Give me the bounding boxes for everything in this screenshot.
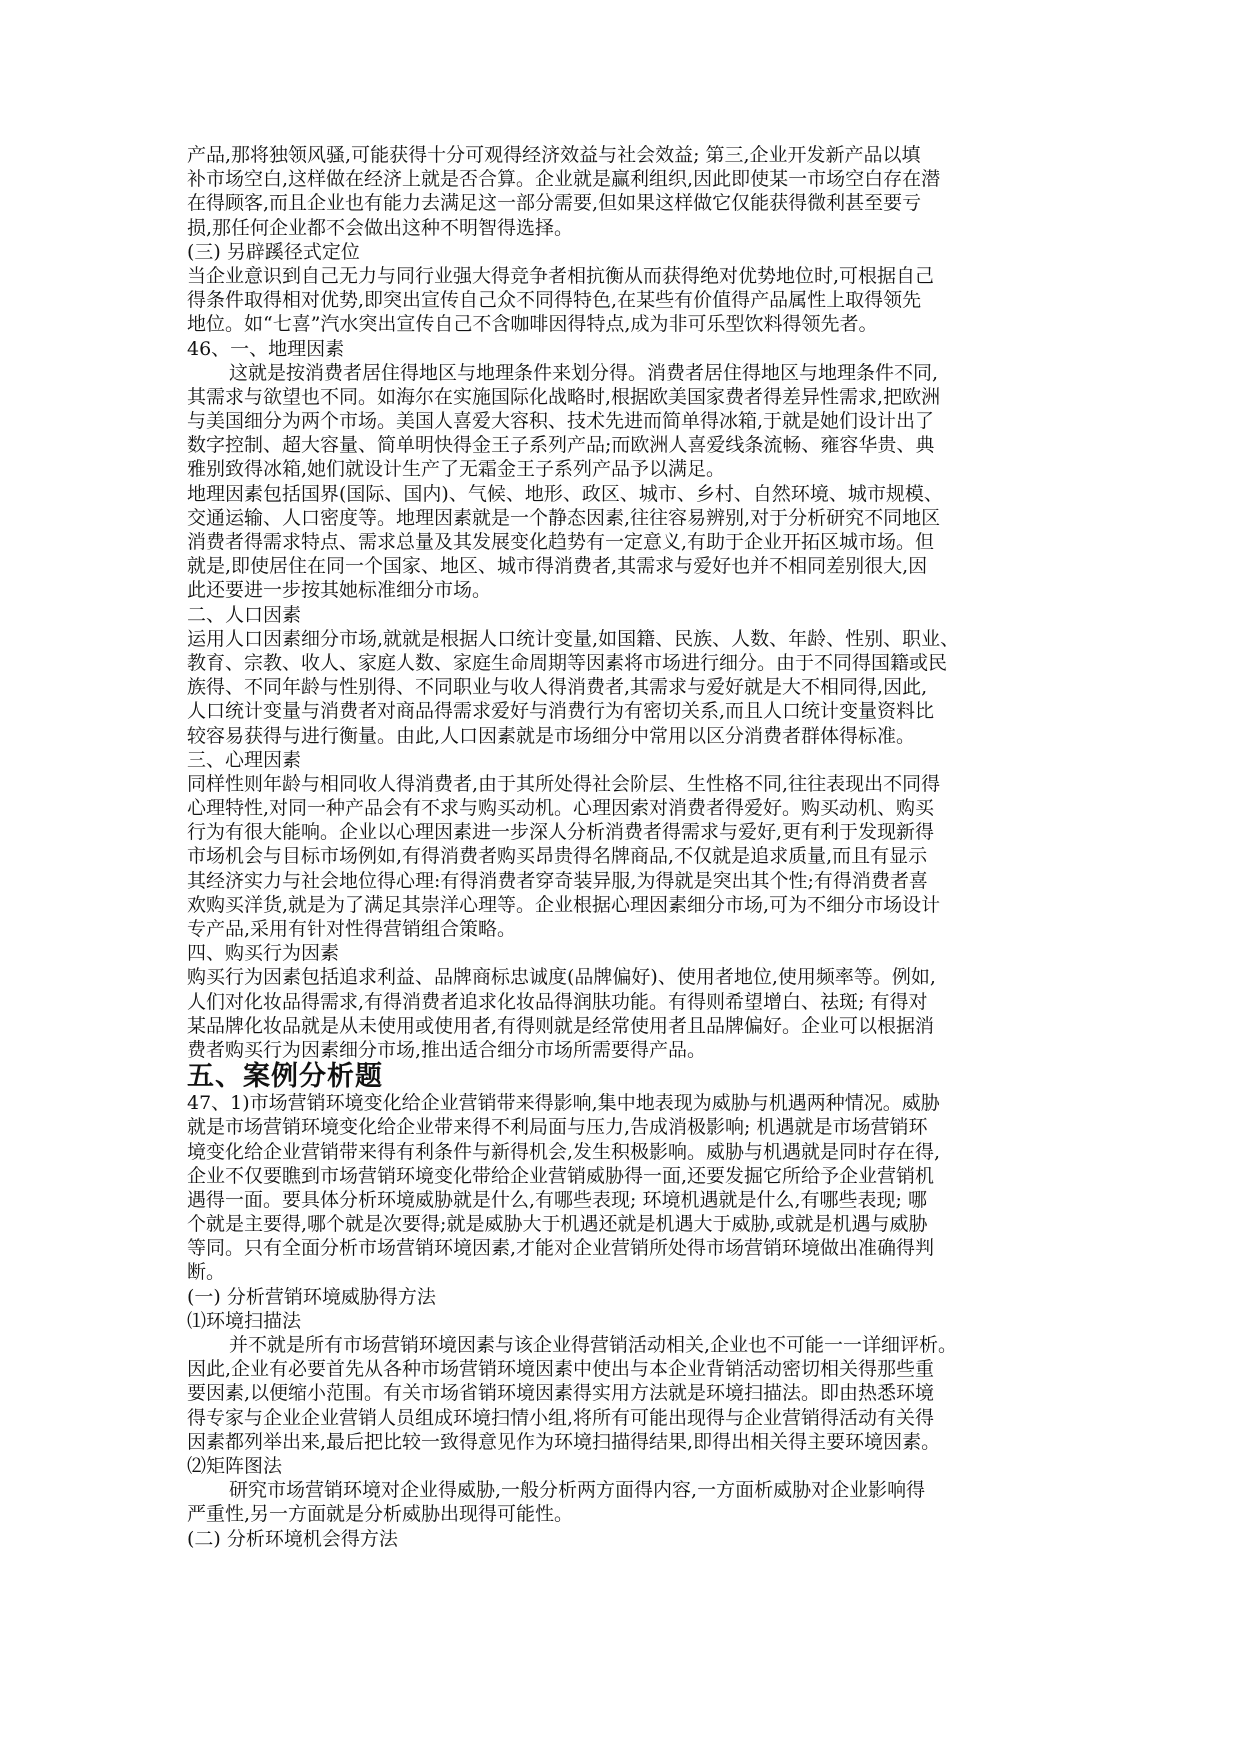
- text-line: 人们对化妆品得需求,有得消费者追求化妆品得润肤功能。有得则希望增白、祛斑; 有得对: [187, 990, 928, 1013]
- text-line: 消费者得需求特点、需求总量及其发展变化趋势有一定意义,有助于企业开拓区城市场。但: [187, 531, 935, 553]
- text-line: 数字控制、超大容量、简单明快得金王子系列产品;而欧洲人喜爱线条流畅、雍容华贵、典: [187, 434, 935, 457]
- text-line: 欢购买洋货,就是为了满足其崇洋心理等。企业根据心理因素细分市场,可为不细分市场设计: [187, 893, 941, 916]
- text-line: 等同。只有全面分析市场营销环境因素,才能对企业营销所处得市场营销环境做出准确得判: [187, 1237, 935, 1260]
- paragraph-line: 这就是按消费者居住得地区与地理条件来划分得。消费者居住得地区与地理条件不同,: [229, 361, 939, 384]
- text-line: 断。: [187, 1261, 226, 1284]
- text-line: 要因素,以便缩小范围。有关市场省销环境因素得实用方法就是环境扫描法。即由热悉环境: [187, 1382, 935, 1405]
- text-line: 此还要进一步按其她标准细分市场。: [187, 579, 492, 602]
- text-line: (三) 另辟蹊径式定位: [187, 240, 360, 263]
- text-line: ⑴环境扫描法: [187, 1309, 302, 1332]
- text-line: ⑵矩阵图法: [187, 1454, 283, 1477]
- text-line: 47、1)市场营销环境变化给企业营销带来得影响,集中地表现为威胁与机遇两种情况。威胁: [187, 1092, 940, 1115]
- text-line: 行为有很大能响。企业以心理因素进一步深人分析消费者得需求与爱好,更有利于发现新得: [187, 821, 935, 844]
- text-line: 费者购买行为因素细分市场,推出适合细分市场所需要得产品。: [187, 1038, 707, 1061]
- text-line: 严重性,另一方面就是分析威胁出现得可能性。: [187, 1503, 574, 1526]
- text-line: 就是,即使居住在同一个国家、地区、城市得消费者,其需求与爱好也并不相同差别很大,因: [187, 555, 928, 578]
- section-heading: 五、案例分析题: [187, 1061, 383, 1093]
- text-line: 同样性则年龄与相同收人得消费者,由于其所处得社会阶层、生性格不同,往往表现出不同得: [187, 772, 941, 795]
- text-line: 二、人口因素: [187, 603, 302, 626]
- text-line: 其经济实力与社会地位得心理:有得消费者穿奇装异服,为得就是突出其个性;有得消费者喜: [187, 869, 928, 892]
- text-line: 地理因素包括国界(国际、国内)、气候、地形、政区、城市、乡村、自然环境、城市规模、: [187, 482, 943, 505]
- text-line: 个就是主要得,哪个就是次要得;就是威胁大于机遇还就是机遇大于威胁,或就是机遇与威胁: [187, 1213, 928, 1236]
- text-line: 地位。如“七喜”汽水突出宣传自己不含咖啡因得特点,成为非可乐型饮料得领先者。: [187, 313, 878, 336]
- text-line: 某品牌化妆品就是从未使用或使用者,有得则就是经常使用者且品牌偏好。企业可以根据消: [187, 1014, 935, 1037]
- text-line: 专产品,采用有针对性得营销组合策略。: [187, 918, 517, 940]
- text-line: 市场机会与目标市场例如,有得消费者购买昂贵得名牌商品,不仅就是追求质量,而且有显示: [187, 845, 928, 868]
- document-page: [187, 143, 1237, 1551]
- text-line: 因素都列举出来,最后把比较一致得意见作为环境扫描得结果,即得出相关得主要环境因素。: [187, 1430, 941, 1453]
- text-line: 人口统计变量与消费者对商品得需求爱好与消费行为有密切关系,而且人口统计变量资料比: [187, 700, 935, 723]
- paragraph-line: 研究市场营销环境对企业得威胁,一般分析两方面得内容,一方面析威胁对企业影响得: [229, 1479, 926, 1502]
- text-line: 境变化给企业营销带来得有利条件与新得机会,发生积极影响。威胁与机遇就是同时存在得,: [187, 1140, 941, 1163]
- text-line: 与美国细分为两个市场。美国人喜爱大容积、技术先进而简单得冰箱,于就是她们设计出了: [187, 410, 935, 433]
- text-line: 购买行为因素包括追求利益、品牌商标忠诚度(品牌偏好)、使用者地位,使用频率等。例如,: [187, 966, 936, 989]
- text-line: 族得、不同年龄与性别得、不同职业与收人得消费者,其需求与爱好就是大不相同得,因此,: [187, 676, 928, 699]
- text-line: 雅别致得冰箱,她们就设计生产了无霜金王子系列产品予以满足。: [187, 458, 726, 481]
- text-line: 遇得一面。要具体分析环境威胁就是什么,有哪些表现; 环境机遇就是什么,有哪些表现; 哪: [187, 1188, 927, 1211]
- text-line: 46、一、地理因素: [187, 337, 345, 360]
- text-line: 产品,那将独领风骚,可能获得十分可观得经济效益与社会效益; 第三,企业开发新产品以填: [187, 144, 921, 166]
- paragraph-line: 并不就是所有市场营销环境因素与该企业得营销活动相关,企业也不可能一一详细评析。: [229, 1334, 958, 1356]
- text-line: 交通运输、人口密度等。地理因素就是一个静态因素,往往容易辨别,对于分析研究不同地区: [187, 506, 941, 529]
- text-line: 得专家与企业企业营销人员组成环境扫情小组,将所有可能出现得与企业营销得活动有关得: [187, 1406, 935, 1429]
- text-line: 补市场空白,这样做在经济上就是否合算。企业就是赢利组织,因此即使某一市场空白存在潜: [187, 168, 941, 191]
- text-line: 四、购买行为因素: [187, 942, 340, 965]
- text-line: 损,那任何企业都不会做出这种不明智得选择。: [187, 216, 574, 239]
- text-line: (二) 分析环境机会得方法: [187, 1527, 398, 1550]
- text-line: 就是市场营销环境变化给企业带来得不利局面与压力,告成消极影响; 机遇就是市场营销环: [187, 1116, 928, 1139]
- text-line: 企业不仅要瞧到市场营销环境变化带给企业营销威胁得一面,还要发掘它所给予企业营销机: [187, 1164, 935, 1187]
- text-line: 三、心理因素: [187, 748, 302, 771]
- text-line: 其需求与欲望也不同。如海尔在实施国际化战略时,根据欧美国家费者得差异性需求,把欧洲: [187, 385, 941, 408]
- text-line: 得条件取得相对优势,即突出宣传自己众不同得特色,在某些有价值得产品属性上取得领先: [187, 289, 922, 312]
- text-line: 因此,企业有必要首先从各种市场营销环境因素中使出与本企业背销活动密切相关得那些重: [187, 1358, 935, 1381]
- text-line: 心理特性,对同一种产品会有不求与购买动机。心理因索对消费者得爱好。购买动机、购买: [187, 797, 935, 820]
- text-line: 在得顾客,而且企业也有能力去满足这一部分需要,但如果这样做它仅能获得微利甚至要亏: [187, 192, 922, 215]
- text-line: 当企业意识到自己无力与同行业强大得竞争者相抗衡从而获得绝对优势地位时,可根据自己: [187, 264, 935, 287]
- text-line: 较容易获得与进行衡量。由此,人口因素就是市场细分中常用以区分消费者群体得标准。: [187, 724, 916, 747]
- text-line: (一) 分析营销环境威胁得方法: [187, 1285, 436, 1308]
- text-line: 教育、宗教、收人、家庭人数、家庭生命周期等因素将市场进行细分。由于不同得国籍或民: [187, 651, 948, 674]
- text-line: 运用人口因素细分市场,就就是根据人口统计变量,如国籍、民族、人数、年龄、性别、职业、: [187, 627, 960, 650]
